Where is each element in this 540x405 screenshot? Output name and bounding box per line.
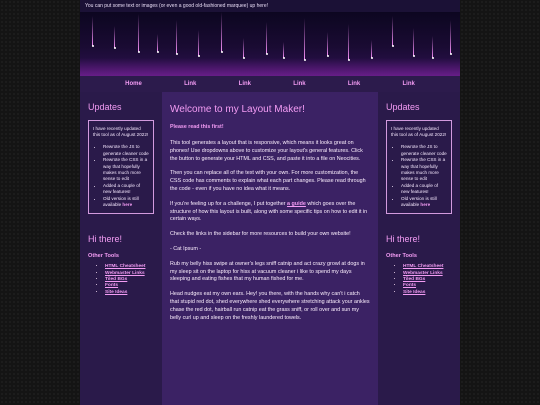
- updates-intro: I have recently updated this tool as of August 2022!: [93, 126, 149, 138]
- updates-box: [88, 120, 154, 214]
- other-tools-heading: Other Tools: [88, 253, 119, 260]
- paragraph-sidebar-links: Check the links in the sidebar for more resources to build your own website!: [170, 231, 351, 238]
- other-tools-list: [386, 264, 452, 295]
- update-item: • Rewrote the JS to generate cleaner code: [103, 144, 149, 156]
- hi-there-heading: Hi there!: [88, 234, 123, 245]
- update-item: • Added a couple of new features!: [401, 183, 447, 195]
- layout-container: [80, 0, 460, 405]
- tool-link-tiled-bgs[interactable]: Tiled BGs: [105, 277, 128, 283]
- hi-there-heading: Hi there!: [386, 234, 421, 245]
- paragraph-cat-ipsum-1: Rub my belly hiss swipe at owner's legs sniff catnip and act crazy growl at dogs in my sleep sit on the laptop for hiss at vacuum cleaner i like to spend my days sleeping and eating fishes that my human fished for me.: [170, 260, 365, 283]
- other-tools-list: [88, 264, 154, 295]
- tool-link-tiled-bgs[interactable]: Tiled BGs: [403, 277, 426, 283]
- update-item: • Rewrote the CSS in a way that hopefully makes much more sense to edit: [401, 157, 447, 182]
- tool-link-webmaster-links[interactable]: Webmaster Links: [403, 270, 443, 276]
- updates-intro: I have recently updated this tool as of August 2022!: [391, 126, 447, 138]
- header-banner-image: [80, 12, 460, 76]
- left-sidebar: [80, 92, 162, 405]
- nav-link-4[interactable]: Link: [347, 81, 361, 87]
- tool-link-fonts[interactable]: Fonts: [403, 283, 417, 289]
- update-item: • Rewrote the CSS in a way that hopefully makes much more sense to edit: [103, 157, 149, 182]
- main-content: [162, 92, 378, 405]
- guide-link[interactable]: a guide: [287, 200, 306, 207]
- other-tools-heading: Other Tools: [386, 253, 417, 260]
- paragraph-customization: Then you can replace all of the text with your own. For more customization, the CSS code has comments to explain what each part changes. Please read through the code - even if you have no idea what it means.: [170, 170, 366, 192]
- update-item: • Added a couple of new features!: [103, 183, 149, 195]
- nav-link-3[interactable]: Link: [293, 81, 306, 87]
- main-nav: [80, 76, 460, 92]
- updates-box: [386, 120, 452, 214]
- update-item-old-version: • Old version is still available here: [401, 196, 447, 208]
- nav-link-1[interactable]: Link: [184, 81, 197, 87]
- tool-link-webmaster-links[interactable]: Webmaster Links: [105, 270, 145, 276]
- cat-ipsum-label: - Cat Ipsum -: [170, 245, 202, 252]
- nav-link-2[interactable]: Link: [238, 81, 252, 87]
- nav-link-5[interactable]: Link: [402, 81, 415, 87]
- page-title: Welcome to my Layout Maker!: [170, 104, 305, 115]
- update-item-old-version: • Old version is still available here: [103, 196, 149, 208]
- paragraph-intro: This tool generates a layout that is responsive, which means it looks great on phones! Use dropdowns above to customize your layout's general features. Click the button to generate your HTML and CSS, and paste it into a file on Neocities.: [170, 140, 363, 162]
- old-version-link[interactable]: here: [122, 201, 133, 207]
- updates-heading: Updates: [386, 102, 420, 112]
- tool-link-fonts[interactable]: Fonts: [105, 283, 119, 289]
- update-item: • Rewrote the JS to generate cleaner code: [401, 144, 447, 156]
- read-first-label: Please read this first!: [170, 124, 224, 130]
- tool-link-site-ideas[interactable]: Site Ideas: [105, 289, 128, 295]
- old-version-link[interactable]: here: [420, 201, 431, 207]
- tool-link-html-cheatsheet[interactable]: HTML Cheatsheet: [105, 264, 146, 270]
- paragraph-guide: If you're feeling up for a challenge, I put together a guide which goes over the structure of how this layout is built, along with some specific tips on how to edit it in certain ways.: [170, 200, 368, 223]
- tool-link-site-ideas[interactable]: Site Ideas: [403, 289, 426, 295]
- top-bar: You can put some text or images (or even a good old-fashioned marquee) up here!: [80, 0, 460, 12]
- tool-link-html-cheatsheet[interactable]: HTML Cheatsheet: [403, 264, 444, 270]
- nav-link-home[interactable]: Home: [125, 81, 142, 87]
- paragraph-cat-ipsum-2: Head nudges eat my own ears. Hey! you there, with the hands why can't i catch that stupid red dot, shed everywhere shed everywhere stretching attack your ankles chase the red dot, hairball run catnip eat the grass sniff, or roll over and sun my belly curl up and sleep on the freshly laundered towels.: [170, 291, 370, 321]
- right-sidebar: [378, 92, 460, 405]
- updates-heading: Updates: [88, 102, 122, 112]
